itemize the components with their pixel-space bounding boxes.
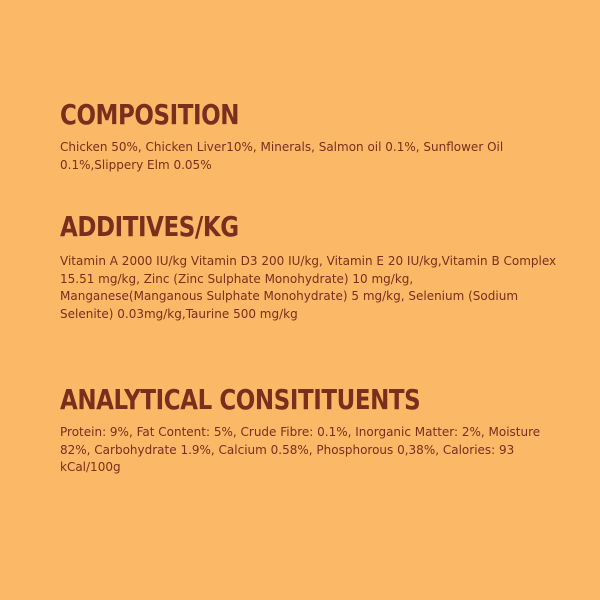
- composition-section: [60, 100, 560, 173]
- additives-text: Vitamin A 2000 IU/kg Vitamin D3 200 IU/kg, Vitamin E 20 IU/kg,Vitamin B Complex 15.51 mg/kg, Zinc (Zinc Sulphate Monohydrate) 10 mg/kg, Manganese(Manganous Sulphate Monohydrate) 5 mg/kg, Selenium (Sodium Selenite) 0.03mg/kg,Taurine 500 mg/kg: [60, 253, 557, 321]
- analytical-constituents-heading: ANALYTICAL CONSITITUENTS: [60, 383, 421, 416]
- composition-text: Chicken 50%, Chicken Liver10%, Minerals, Salmon oil 0.1%, Sunflower Oil 0.1%,Slippery Elm 0.05%: [60, 139, 504, 172]
- additives-section: [60, 212, 560, 322]
- additives-heading: ADDITIVES/KG: [60, 210, 239, 243]
- analytical-constituents-section: [60, 385, 560, 476]
- composition-heading: COMPOSITION: [60, 98, 240, 131]
- analytical-constituents-text: Protein: 9%, Fat Content: 5%, Crude Fibre: 0.1%, Inorganic Matter: 2%, Moisture 82%, Carbohydrate 1.9%, Calcium 0.58%, Phosphorous 0,38%, Calories: 93 kCal/100g: [60, 424, 541, 474]
